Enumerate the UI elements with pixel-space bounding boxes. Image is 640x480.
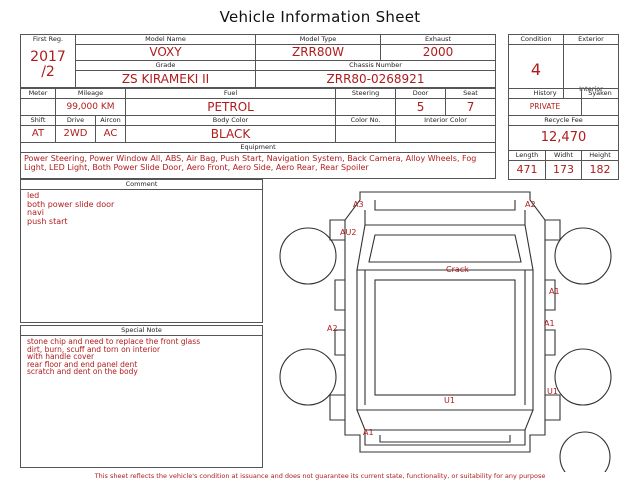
car-damage-diagram bbox=[265, 180, 640, 472]
model-type-value: ZRR80W bbox=[291, 45, 345, 59]
aircon-label: Aircon bbox=[100, 116, 121, 124]
disclaimer-footer: This sheet reflects the vehicle's condition at issuance and does not guarantee its current state, functionality, or suitability for any purpose bbox=[94, 472, 546, 480]
chassis-number-value: ZRR80-0268921 bbox=[326, 72, 425, 86]
wheel-rear-right bbox=[555, 349, 611, 405]
door-label: Door bbox=[412, 89, 429, 97]
first-reg-year: 2017 bbox=[30, 49, 66, 65]
damage-mark-u1-center: U1 bbox=[444, 396, 455, 405]
first-reg-month: /2 bbox=[41, 64, 55, 80]
page-title: Vehicle Information Sheet bbox=[219, 8, 421, 26]
length-value: 471 bbox=[516, 163, 538, 176]
fuel-value: PETROL bbox=[207, 100, 254, 114]
equipment-text: Power Steering, Power Window All, ABS, Air Bag, Push Start, Navigation System, Back Camera, Alloy Wheels, Fog Light, LED Light, Both Power Slide Door, Aero Front, Aero Side, Aero Rear, Rear Spoiler bbox=[24, 154, 477, 172]
door-value: 5 bbox=[416, 100, 425, 114]
equipment-label: Equipment bbox=[240, 143, 276, 151]
length-label: Length bbox=[515, 151, 539, 159]
special-note-line: dirt, burn, scuff and torn on interior bbox=[27, 344, 161, 354]
special-note-label: Special Note bbox=[21, 326, 262, 336]
special-note-list bbox=[21, 336, 262, 378]
comment-line: navi bbox=[27, 208, 44, 217]
first-reg-label: First Reg. bbox=[32, 35, 64, 43]
fuel-label: Fuel bbox=[223, 89, 238, 97]
seat-label: Seat bbox=[463, 89, 478, 97]
special-note-line: scratch and dent on the body bbox=[27, 367, 138, 376]
wheel-front-left bbox=[280, 228, 336, 284]
history-label: History bbox=[533, 89, 557, 97]
damage-mark-a1-upper: A1 bbox=[549, 287, 560, 296]
damage-mark-a3: A3 bbox=[353, 200, 364, 209]
model-type-label: Model Type bbox=[299, 35, 337, 43]
comment-label: Comment bbox=[21, 180, 262, 190]
comment-box bbox=[20, 179, 263, 323]
exhaust-value: 2000 bbox=[422, 45, 454, 59]
steering-label: Steering bbox=[351, 89, 380, 97]
mileage-label: Mileage bbox=[77, 89, 104, 97]
seat-value: 7 bbox=[466, 100, 475, 114]
windshield bbox=[357, 225, 533, 270]
spare-wheel bbox=[560, 432, 610, 472]
roof bbox=[375, 280, 515, 395]
drive-value: 2WD bbox=[63, 128, 88, 139]
chassis-number-label: Chassis Number bbox=[349, 61, 402, 69]
comment-line: push start bbox=[27, 216, 68, 226]
recycle-fee-value: 12,470 bbox=[540, 130, 587, 145]
model-name-label: Model Name bbox=[145, 35, 186, 43]
shift-label: Shift bbox=[30, 116, 46, 124]
damage-mark-a2-top: A2 bbox=[525, 200, 536, 209]
recycle-fee-label: Recycle Fee bbox=[544, 116, 583, 124]
hood bbox=[365, 210, 525, 225]
comment-line: led bbox=[27, 191, 40, 200]
damage-mark-a2-left: A2 bbox=[327, 324, 338, 333]
history-value: PRIVATE bbox=[529, 102, 561, 111]
special-note-box bbox=[20, 325, 263, 468]
width-value: 173 bbox=[553, 163, 574, 176]
meter-label: Meter bbox=[28, 89, 48, 97]
width-label: Widht bbox=[554, 151, 573, 159]
special-note-line: rear floor and end panel dent bbox=[27, 359, 138, 369]
syaken-label: Syaken bbox=[588, 89, 612, 97]
grade-label: Grade bbox=[155, 61, 176, 69]
damage-mark-a1-bottom: A1 bbox=[363, 428, 374, 437]
condition-value: 4 bbox=[530, 60, 542, 79]
vehicle-details-table bbox=[20, 88, 496, 179]
height-label: Height bbox=[589, 151, 611, 159]
interior-color-label: Interior Color bbox=[424, 116, 467, 124]
grade-value: ZS KIRAMEKI II bbox=[121, 72, 210, 86]
body-color-label: Body Color bbox=[212, 116, 249, 124]
exterior-label: Exterior bbox=[578, 35, 604, 43]
special-note-line: stone chip and need to replace the front glass bbox=[27, 337, 201, 346]
comment-list bbox=[21, 190, 262, 228]
special-note-line: with handle cover bbox=[27, 352, 95, 361]
drive-label: Drive bbox=[66, 116, 85, 124]
height-value: 182 bbox=[589, 163, 611, 176]
damage-mark-a1-lower: A1 bbox=[544, 319, 555, 328]
wheel-front-right bbox=[555, 228, 611, 284]
damage-mark-au2: AU2 bbox=[340, 228, 357, 237]
history-table bbox=[508, 88, 619, 180]
comment-line: both power slide door bbox=[27, 199, 115, 209]
shift-value: AT bbox=[31, 128, 45, 139]
aircon-value: AC bbox=[103, 128, 118, 139]
vehicle-info-table bbox=[20, 34, 496, 88]
model-name-value: VOXY bbox=[149, 45, 182, 59]
damage-mark-u1-right: U1 bbox=[547, 387, 558, 396]
body-color-value: BLACK bbox=[210, 127, 251, 141]
condition-label: Condition bbox=[520, 35, 552, 43]
damage-mark-crack: Crack bbox=[446, 265, 469, 274]
interior-label: Interior bbox=[579, 84, 603, 93]
color-no-label: Color No. bbox=[350, 116, 381, 124]
rear-window bbox=[357, 410, 533, 430]
wheel-rear-left bbox=[280, 349, 336, 405]
mileage-value: 99,000 KM bbox=[66, 102, 115, 112]
exhaust-label: Exhaust bbox=[424, 35, 452, 43]
